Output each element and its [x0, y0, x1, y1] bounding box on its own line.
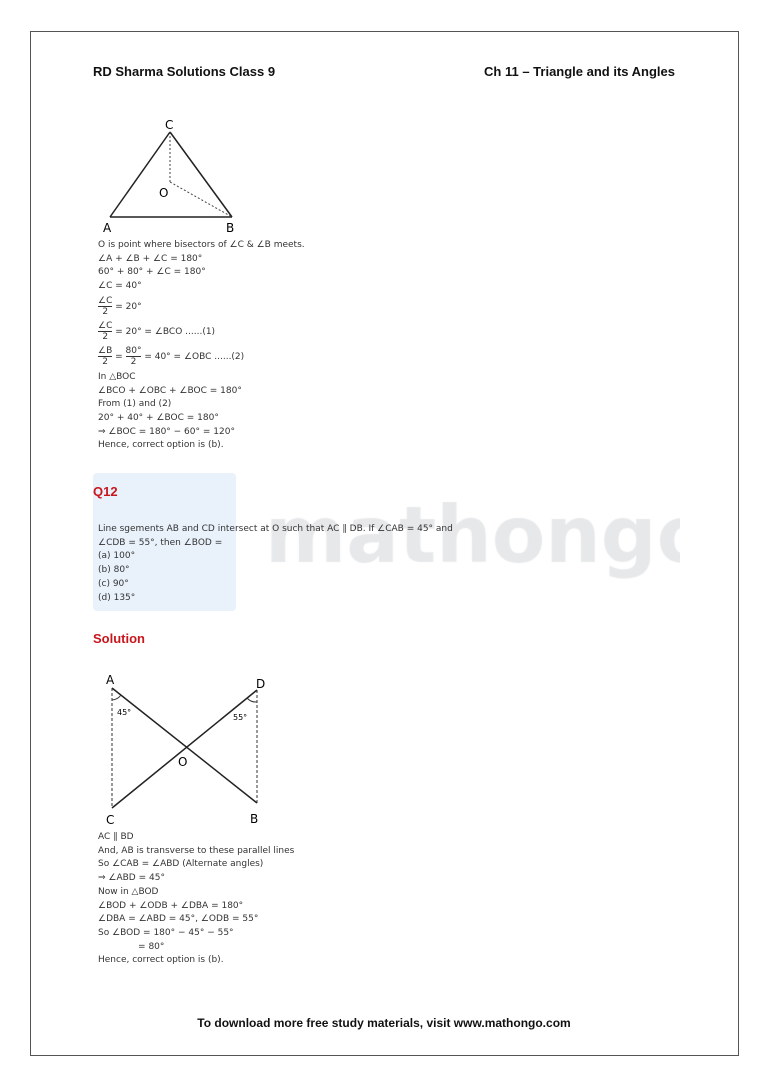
label-o: O	[178, 755, 188, 769]
label-b: B	[226, 221, 235, 235]
option-b: (b) 80°	[98, 565, 130, 576]
triangle-figure	[95, 112, 255, 237]
option-a: (a) 100°	[98, 551, 136, 562]
label-a: A	[103, 221, 112, 235]
question-title: Q12	[93, 484, 118, 499]
angle-55: 55°	[233, 713, 248, 722]
label-a: A	[106, 673, 115, 687]
intersecting-lines-figure	[100, 668, 280, 828]
header-right: Ch 11 – Triangle and its Angles	[484, 64, 675, 79]
solution-11-text: O is point where bisectors of ∠C & ∠B meets. ∠A + ∠B + ∠C = 180° 60° + 80° + ∠C = 180° ∠C = 40° $\frac{\angle C}{2}$ = 20° $\frac{\angle C}{2}$ = 20° = ∠BCO ......(1) $\frac{\angle B}{2}$ = $\frac{80^\circ}{2}$ = 40° = ∠OBC ......(2) In △BOC ∠BCO + ∠OBC + ∠BOC = 180° From (1) and (2) 20° + 40° + ∠BOC = 180° ⇒ ∠BOC = 180° − 60° = 120° Hence, correct option is (b).	[98, 240, 305, 451]
option-c: (c) 90°	[98, 578, 129, 589]
question-text: Line sgements AB and CD intersect at O such that AC ∥ DB. If ∠CAB = 45° and ∠CDB = 55°, then ∠BOD = (a) 100° (b) 80° (c) 90° (d) 135°	[98, 523, 453, 605]
solution-title: Solution	[93, 631, 145, 646]
angle-45: 45°	[117, 708, 132, 717]
label-b: B	[250, 812, 259, 826]
label-o: O	[159, 186, 169, 200]
header-left: RD Sharma Solutions Class 9	[93, 64, 276, 79]
label-c: C	[106, 813, 115, 827]
footer: To download more free study materials, visit www.mathongo.com	[197, 1016, 571, 1030]
label-d: D	[256, 677, 266, 691]
label-c: C	[165, 118, 174, 132]
option-d: (d) 135°	[98, 592, 136, 603]
solution-text: AC ∥ BD And, AB is transverse to these parallel lines So ∠CAB = ∠ABD (Alternate angles) ⇒ ∠ABD = 45° Now in △BOD ∠BOD + ∠ODB + ∠DBA = 180° ∠DBA = ∠ABD = 45°, ∠ODB = 55° So ∠BOD = 180° − 45° − 55° = 80° Hence, correct option is (b).	[98, 832, 295, 966]
